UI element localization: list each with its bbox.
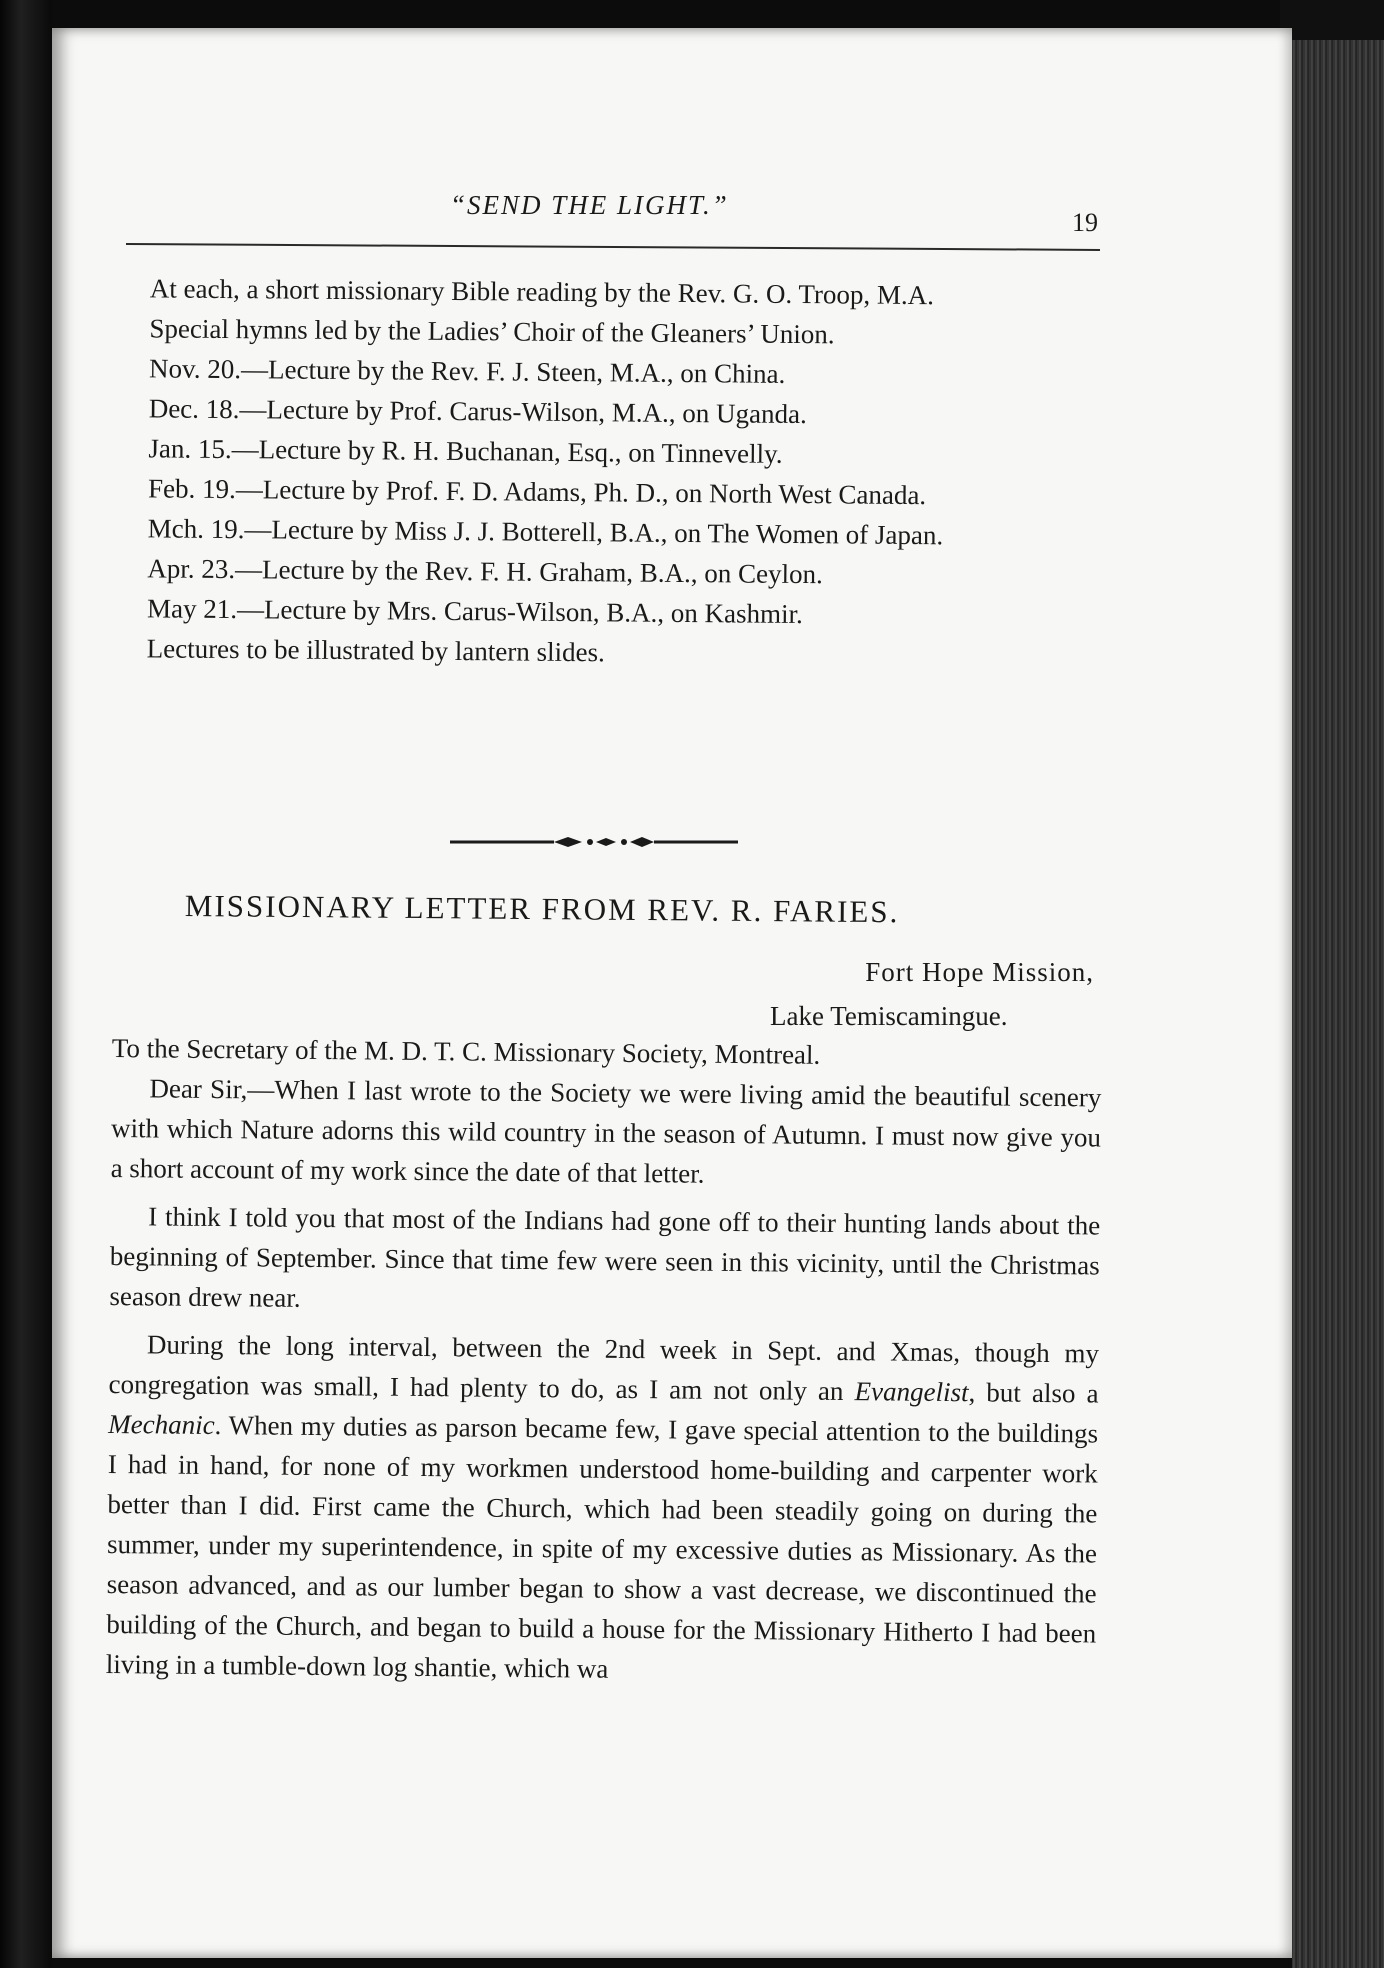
lecture-line: Lectures to be illustrated by lantern slides. — [146, 633, 605, 668]
lecture-line: May 21.—Lecture by Mrs. Carus-Wilson, B.A., on Kashmir. — [146, 593, 803, 630]
lecture-line: Mch. 19.—Lecture by Miss J. J. Botterell, B.A., on The Women of Japan. — [147, 513, 944, 551]
letter-paragraph — [106, 1324, 1099, 1693]
book-corner-shadow — [1280, 0, 1384, 44]
lecture-line: Jan. 15.—Lecture by R. H. Buchanan, Esq., on Tinnevelly. — [148, 433, 783, 469]
page-number: 19 — [1072, 208, 1098, 237]
letter-text: , but also a — [968, 1377, 1099, 1409]
letter-salutation: To the Secretary of the M. D. T. C. Missionary Society, Montreal. — [111, 1032, 821, 1070]
lecture-line: At each, a short missionary Bible reading by the Rev. G. O. Troop, M.A. — [149, 273, 935, 311]
lecture-line: Apr. 23.—Lecture by the Rev. F. H. Graham, B.A., on Ceylon. — [147, 553, 823, 590]
lecture-line: Special hymns led by the Ladies’ Choir of the Gleaners’ Union. — [149, 313, 835, 350]
letter-emphasis: Evangelist — [854, 1376, 969, 1408]
section-ornament — [450, 832, 738, 852]
lecture-line: Nov. 20.—Lecture by the Rev. F. J. Steen, M.A., on China. — [148, 353, 786, 389]
letter-text: During the long interval, between the 2nd week in Sept. and Xmas, though my congregation was small, I had plenty to do, as I am not only an — [108, 1329, 1100, 1407]
letter-title: MISSIONARY LETTER FROM REV. R. FARIES. — [184, 888, 900, 930]
book-binding-left — [0, 0, 52, 1968]
letter-paragraph: Dear Sir,—When I last wrote to the Society we were living amid the beautiful scenery with which Nature adorns this wild country in the season of Autumn. I must now give you a short account of my work since the date of that letter. — [110, 1073, 1102, 1189]
letter-address-line2: Lake Temiscamingue. — [770, 1001, 1008, 1031]
lecture-line: Dec. 18.—Lecture by Prof. Carus-Wilson, M.A., on Uganda. — [148, 393, 807, 430]
letter-address-line1: Fort Hope Mission, — [865, 957, 1094, 987]
lecture-list — [109, 268, 1102, 677]
letter-emphasis: Mechanic — [108, 1408, 215, 1441]
book-fore-edge — [1292, 40, 1384, 1968]
letter-body — [106, 1028, 1102, 1693]
letter-text: . When my duties as parson became few, I gave special attention to the buildings I had in hand, for none of my workmen understood home-building and carpenter work better than I did. First came the Church, which had been steadily going on during the summer, under my superintendence, in spite of my excessive duties as Missionary. As the season advanced, and as our lumber began to show a vast decrease, we discontinued the building of the Church, and began to build a house for the Missionary Hitherto I had been living in a tumble-down log shantie, which wa — [105, 1410, 1099, 1684]
letter-paragraph: I think I told you that most of the Indians had gone off to their hunting lands about the beginning of September. Since that time few were seen in this vicinity, until the Christmas season drew near. — [109, 1201, 1101, 1313]
lecture-line: Feb. 19.—Lecture by Prof. F. D. Adams, Ph. D., on North West Canada. — [147, 473, 927, 511]
running-head: “SEND THE LIGHT.” — [450, 190, 729, 220]
